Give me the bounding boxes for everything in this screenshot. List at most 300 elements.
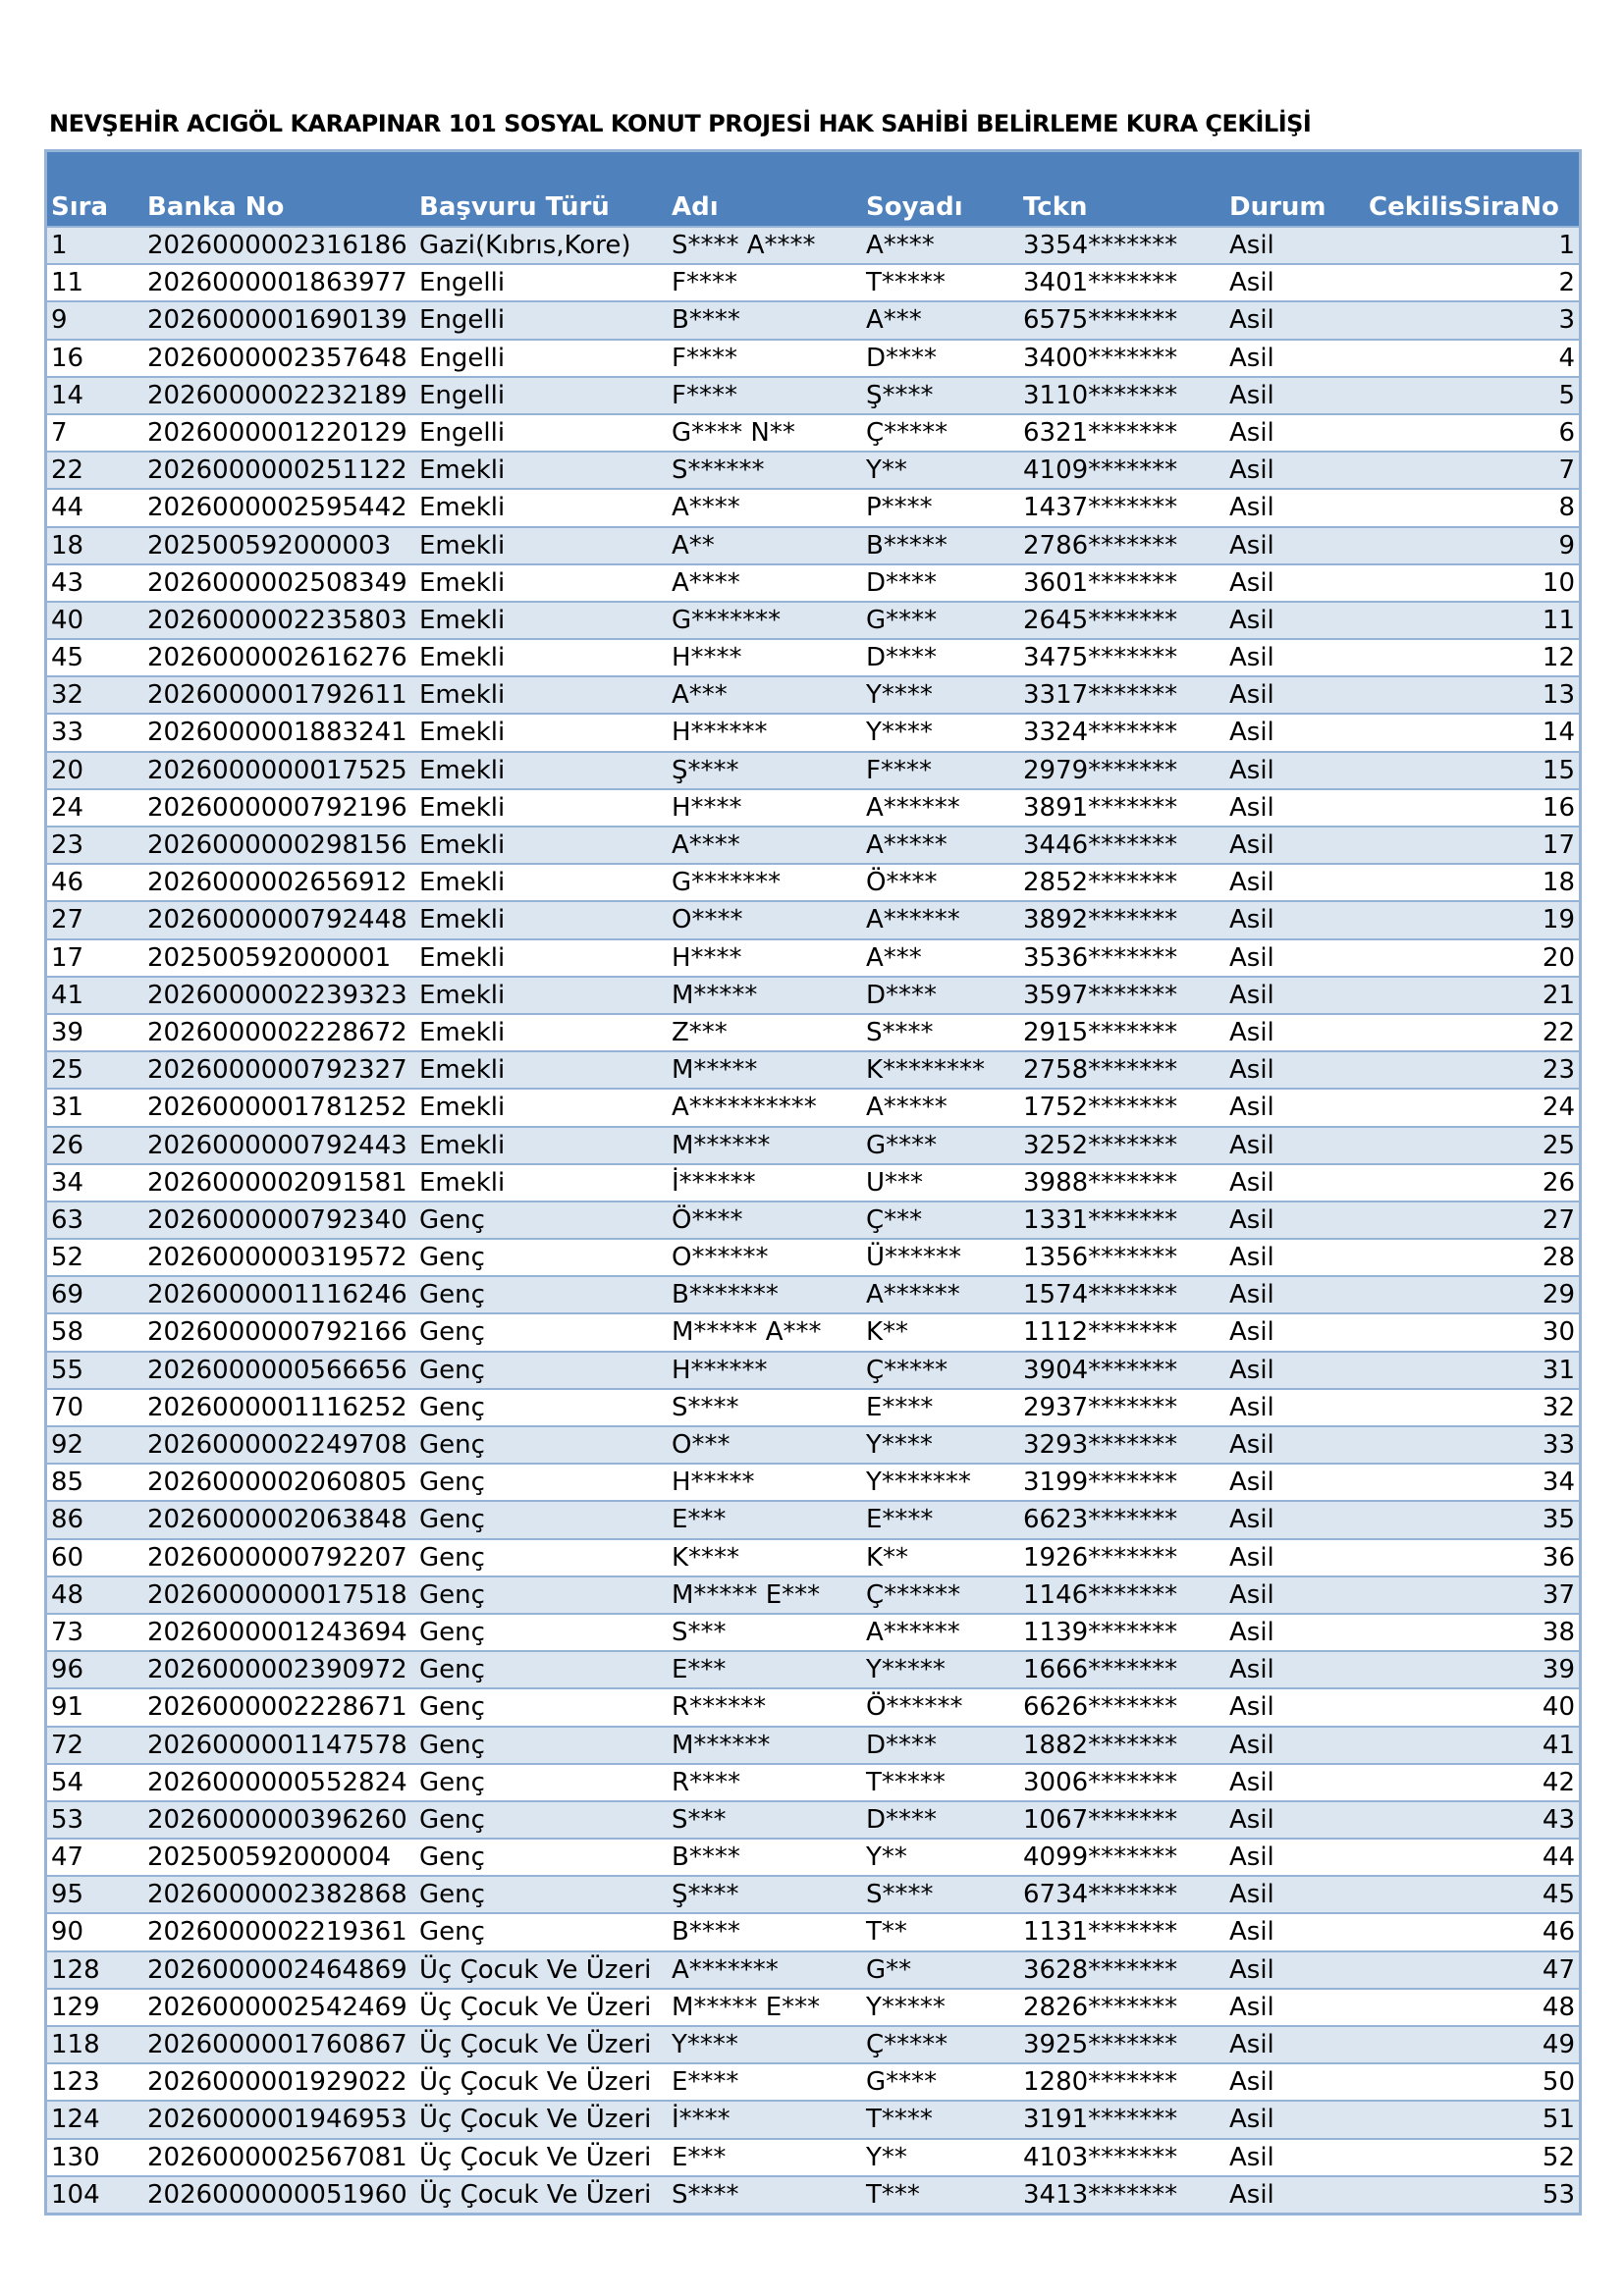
- cell-banka-no: 2026000000051960: [147, 2179, 407, 2210]
- cell-basvuru-turu: Engelli: [419, 343, 506, 373]
- cell-adi: B****: [672, 305, 740, 336]
- cell-tckn: 1280*******: [1023, 2067, 1178, 2098]
- cell-basvuru-turu: Üç Çocuk Ve Üzeri: [419, 1954, 652, 1985]
- cell-sira: 7: [51, 417, 68, 448]
- cell-durum: Asil: [1229, 305, 1274, 336]
- cell-cekilis-sira-no: 25: [1542, 1130, 1575, 1160]
- cell-soyadi: Y**: [866, 455, 907, 486]
- cell-tckn: 3110*******: [1023, 380, 1178, 410]
- cell-adi: Ş****: [672, 755, 739, 785]
- cell-durum: Asil: [1229, 905, 1274, 935]
- table-row: [47, 2175, 1579, 2213]
- cell-sira: 129: [51, 1992, 100, 2022]
- cell-adi: B*******: [672, 1280, 779, 1310]
- cell-cekilis-sira-no: 16: [1542, 792, 1575, 823]
- cell-durum: Asil: [1229, 1017, 1274, 1047]
- cell-adi: E***: [672, 1505, 727, 1535]
- cell-sira: 23: [51, 830, 84, 860]
- table-row: [47, 1312, 1579, 1350]
- cell-soyadi: D****: [866, 1730, 938, 1760]
- cell-soyadi: Y**: [866, 2142, 907, 2172]
- cell-adi: O****: [672, 905, 743, 935]
- cell-banka-no: 2026000002091581: [147, 1167, 407, 1198]
- cell-adi: E****: [672, 2067, 739, 2098]
- cell-soyadi: Y*****: [866, 1992, 946, 2022]
- cell-adi: H******: [672, 1355, 768, 1385]
- cell-soyadi: F****: [866, 755, 932, 785]
- cell-tckn: 3475*******: [1023, 643, 1178, 673]
- cell-durum: Asil: [1229, 1767, 1274, 1797]
- cell-basvuru-turu: Genç: [419, 1917, 485, 1948]
- cell-adi: A****: [672, 830, 740, 860]
- cell-sira: 40: [51, 605, 84, 635]
- cell-durum: Asil: [1229, 493, 1274, 523]
- cell-tckn: 1067*******: [1023, 1804, 1178, 1835]
- cell-basvuru-turu: Üç Çocuk Ve Üzeri: [419, 2030, 652, 2059]
- cell-sira: 1: [51, 231, 68, 260]
- cell-basvuru-turu: Üç Çocuk Ve Üzeri: [419, 2105, 652, 2135]
- cell-sira: 34: [51, 1167, 84, 1198]
- cell-adi: M******: [672, 1730, 771, 1760]
- cell-tckn: 1926*******: [1023, 1542, 1178, 1573]
- cell-tckn: 1146*******: [1023, 1579, 1178, 1610]
- cell-banka-no: 2026000001116252: [147, 1392, 407, 1422]
- cell-soyadi: Y**: [866, 1842, 907, 1873]
- cell-adi: G*******: [672, 605, 782, 635]
- cell-banka-no: 2026000000792448: [147, 905, 407, 935]
- cell-durum: Asil: [1229, 1167, 1274, 1198]
- cell-tckn: 1112*******: [1023, 1317, 1178, 1348]
- cell-cekilis-sira-no: 32: [1542, 1392, 1575, 1422]
- table-header: [47, 152, 1579, 226]
- cell-banka-no: 2026000000792340: [147, 1204, 407, 1235]
- cell-sira: 11: [51, 268, 84, 298]
- cell-banka-no: 2026000000396260: [147, 1804, 407, 1835]
- cell-sira: 43: [51, 567, 84, 598]
- cell-basvuru-turu: Üç Çocuk Ve Üzeri: [419, 2067, 652, 2098]
- cell-adi: R******: [672, 1692, 767, 1723]
- cell-banka-no: 2026000001883241: [147, 718, 407, 748]
- cell-soyadi: Ç*****: [866, 2030, 948, 2059]
- cell-sira: 104: [51, 2179, 100, 2210]
- cell-soyadi: A******: [866, 792, 960, 823]
- table-row: [47, 1425, 1579, 1463]
- cell-banka-no: 2026000001243694: [147, 1617, 407, 1647]
- cell-sira: 48: [51, 1579, 84, 1610]
- cell-banka-no: 2026000002239323: [147, 980, 407, 1010]
- table-row: [47, 1726, 1579, 1763]
- cell-cekilis-sira-no: 43: [1542, 1804, 1575, 1835]
- cell-soyadi: B*****: [866, 530, 947, 561]
- cell-cekilis-sira-no: 6: [1558, 417, 1575, 448]
- page-title: NEVŞEHİR ACIGÖL KARAPINAR 101 SOSYAL KONUT PROJESİ HAK SAHİBİ BELİRLEME KURA ÇEKİLİŞİ: [49, 110, 1312, 137]
- table-row: [47, 601, 1579, 638]
- cell-soyadi: A****: [866, 231, 935, 260]
- cell-banka-no: 2026000001116246: [147, 1280, 407, 1310]
- cell-soyadi: A*****: [866, 830, 947, 860]
- cell-sira: 47: [51, 1842, 84, 1873]
- cell-cekilis-sira-no: 33: [1542, 1430, 1575, 1460]
- table-row: [47, 900, 1579, 937]
- cell-banka-no: 2026000002656912: [147, 868, 407, 898]
- table-row: [47, 339, 1579, 376]
- cell-basvuru-turu: Genç: [419, 1692, 485, 1723]
- cell-banka-no: 202500592000001: [147, 942, 392, 973]
- cell-soyadi: S****: [866, 1880, 934, 1910]
- table-row: [47, 1500, 1579, 1537]
- cell-tckn: 3401*******: [1023, 268, 1178, 298]
- cell-sira: 90: [51, 1917, 84, 1948]
- cell-durum: Asil: [1229, 455, 1274, 486]
- cell-soyadi: T*****: [866, 268, 946, 298]
- cell-tckn: 3988*******: [1023, 1167, 1178, 1198]
- cell-soyadi: A******: [866, 1280, 960, 1310]
- cell-basvuru-turu: Emekli: [419, 680, 506, 711]
- cell-sira: 86: [51, 1505, 84, 1535]
- cell-basvuru-turu: Emekli: [419, 605, 506, 635]
- cell-durum: Asil: [1229, 1468, 1274, 1498]
- cell-tckn: 6626*******: [1023, 1692, 1178, 1723]
- cell-cekilis-sira-no: 35: [1542, 1505, 1575, 1535]
- cell-banka-no: 2026000001690139: [147, 305, 407, 336]
- cell-basvuru-turu: Emekli: [419, 980, 506, 1010]
- cell-sira: 63: [51, 1204, 84, 1235]
- cell-basvuru-turu: Üç Çocuk Ve Üzeri: [419, 1992, 652, 2022]
- cell-sira: 54: [51, 1767, 84, 1797]
- cell-adi: A****: [672, 567, 740, 598]
- cell-banka-no: 2026000002219361: [147, 1917, 407, 1948]
- cell-banka-no: 2026000002232189: [147, 380, 407, 410]
- cell-banka-no: 2026000002235803: [147, 605, 407, 635]
- cell-durum: Asil: [1229, 1243, 1274, 1273]
- cell-basvuru-turu: Genç: [419, 1617, 485, 1647]
- cell-durum: Asil: [1229, 1280, 1274, 1310]
- table-row: [47, 1050, 1579, 1088]
- cell-sira: 72: [51, 1730, 84, 1760]
- cell-soyadi: T***: [866, 2179, 920, 2210]
- cell-durum: Asil: [1229, 680, 1274, 711]
- cell-soyadi: G**: [866, 1954, 912, 1985]
- cell-soyadi: T**: [866, 1917, 907, 1948]
- cell-banka-no: 2026000000792443: [147, 1130, 407, 1160]
- cell-banka-no: 2026000000566656: [147, 1355, 407, 1385]
- cell-sira: 123: [51, 2067, 100, 2098]
- cell-basvuru-turu: Genç: [419, 1880, 485, 1910]
- cell-cekilis-sira-no: 44: [1542, 1842, 1575, 1873]
- cell-banka-no: 2026000000319572: [147, 1243, 407, 1273]
- header-durum: Durum: [1229, 192, 1326, 222]
- cell-cekilis-sira-no: 49: [1542, 2030, 1575, 2059]
- cell-soyadi: Y****: [866, 680, 933, 711]
- header-sira: Sıra: [51, 192, 109, 222]
- cell-durum: Asil: [1229, 1317, 1274, 1348]
- cell-sira: 25: [51, 1055, 84, 1086]
- cell-cekilis-sira-no: 15: [1542, 755, 1575, 785]
- cell-banka-no: 2026000002228672: [147, 1017, 407, 1047]
- cell-sira: 128: [51, 1954, 100, 1985]
- cell-sira: 41: [51, 980, 84, 1010]
- table-row: [47, 1388, 1579, 1425]
- cell-cekilis-sira-no: 39: [1542, 1655, 1575, 1685]
- cell-basvuru-turu: Genç: [419, 1542, 485, 1573]
- cell-cekilis-sira-no: 2: [1558, 268, 1575, 298]
- cell-basvuru-turu: Emekli: [419, 1130, 506, 1160]
- cell-adi: Y****: [672, 2030, 738, 2059]
- cell-soyadi: G****: [866, 1130, 938, 1160]
- cell-durum: Asil: [1229, 1655, 1274, 1685]
- cell-cekilis-sira-no: 5: [1558, 380, 1575, 410]
- cell-banka-no: 2026000002249708: [147, 1430, 407, 1460]
- table-row: [47, 2138, 1579, 2175]
- cell-tckn: 3413*******: [1023, 2179, 1178, 2210]
- cell-cekilis-sira-no: 28: [1542, 1243, 1575, 1273]
- table-row: [47, 2100, 1579, 2137]
- cell-sira: 9: [51, 305, 68, 336]
- cell-basvuru-turu: Emekli: [419, 905, 506, 935]
- cell-basvuru-turu: Emekli: [419, 1055, 506, 1086]
- cell-banka-no: 2026000001946953: [147, 2105, 407, 2135]
- cell-banka-no: 2026000002382868: [147, 1880, 407, 1910]
- cell-adi: Ş****: [672, 1880, 739, 1910]
- cell-adi: B****: [672, 1917, 740, 1948]
- cell-banka-no: 2026000000017525: [147, 755, 407, 785]
- cell-adi: H****: [672, 792, 742, 823]
- cell-basvuru-turu: Emekli: [419, 868, 506, 898]
- cell-basvuru-turu: Genç: [419, 1392, 485, 1422]
- cell-tckn: 2786*******: [1023, 530, 1178, 561]
- cell-tckn: 3354*******: [1023, 231, 1178, 260]
- cell-basvuru-turu: Emekli: [419, 493, 506, 523]
- cell-durum: Asil: [1229, 755, 1274, 785]
- cell-basvuru-turu: Emekli: [419, 755, 506, 785]
- cell-basvuru-turu: Üç Çocuk Ve Üzeri: [419, 2142, 652, 2172]
- table-row: [47, 1238, 1579, 1275]
- cell-soyadi: A******: [866, 1617, 960, 1647]
- results-table: [44, 149, 1582, 2216]
- cell-durum: Asil: [1229, 1093, 1274, 1123]
- cell-adi: Z***: [672, 1017, 728, 1047]
- cell-durum: Asil: [1229, 2030, 1274, 2059]
- cell-adi: S****: [672, 1392, 739, 1422]
- cell-basvuru-turu: Emekli: [419, 455, 506, 486]
- cell-durum: Asil: [1229, 718, 1274, 748]
- cell-cekilis-sira-no: 42: [1542, 1767, 1575, 1797]
- cell-sira: 20: [51, 755, 84, 785]
- cell-basvuru-turu: Emekli: [419, 643, 506, 673]
- cell-basvuru-turu: Emekli: [419, 530, 506, 561]
- cell-durum: Asil: [1229, 1804, 1274, 1835]
- cell-cekilis-sira-no: 53: [1542, 2179, 1575, 2210]
- cell-basvuru-turu: Emekli: [419, 1017, 506, 1047]
- table-row: [47, 1875, 1579, 1912]
- cell-cekilis-sira-no: 23: [1542, 1055, 1575, 1086]
- header-basvuru-turu: Başvuru Türü: [419, 192, 610, 222]
- cell-durum: Asil: [1229, 1055, 1274, 1086]
- table-row: [47, 1838, 1579, 1875]
- cell-sira: 16: [51, 343, 84, 373]
- cell-tckn: 1752*******: [1023, 1093, 1178, 1123]
- cell-sira: 46: [51, 868, 84, 898]
- cell-banka-no: 2026000002316186: [147, 231, 407, 260]
- cell-adi: S******: [672, 455, 765, 486]
- cell-soyadi: T*****: [866, 1767, 946, 1797]
- cell-soyadi: E****: [866, 1505, 934, 1535]
- table-row: [47, 1763, 1579, 1800]
- table-row: [47, 1912, 1579, 1949]
- cell-cekilis-sira-no: 51: [1542, 2105, 1575, 2135]
- cell-tckn: 3601*******: [1023, 567, 1178, 598]
- cell-soyadi: Ö******: [866, 1692, 963, 1723]
- cell-sira: 14: [51, 380, 84, 410]
- cell-soyadi: Ç*****: [866, 1355, 948, 1385]
- cell-soyadi: D****: [866, 1804, 938, 1835]
- cell-banka-no: 2026000001220129: [147, 417, 407, 448]
- table-row: [47, 451, 1579, 488]
- cell-tckn: 2645*******: [1023, 605, 1178, 635]
- cell-banka-no: 2026000000792196: [147, 792, 407, 823]
- cell-basvuru-turu: Emekli: [419, 942, 506, 973]
- cell-adi: M***** E***: [672, 1579, 821, 1610]
- cell-tckn: 3191*******: [1023, 2105, 1178, 2135]
- table-row: [47, 2025, 1579, 2062]
- cell-basvuru-turu: Emekli: [419, 830, 506, 860]
- cell-cekilis-sira-no: 24: [1542, 1093, 1575, 1123]
- cell-cekilis-sira-no: 13: [1542, 680, 1575, 711]
- cell-banka-no: 2026000002357648: [147, 343, 407, 373]
- cell-cekilis-sira-no: 8: [1558, 493, 1575, 523]
- table-row: [47, 1988, 1579, 2025]
- cell-durum: Asil: [1229, 980, 1274, 1010]
- cell-tckn: 3006*******: [1023, 1767, 1178, 1797]
- cell-cekilis-sira-no: 52: [1542, 2142, 1575, 2172]
- cell-cekilis-sira-no: 10: [1542, 567, 1575, 598]
- cell-banka-no: 2026000000792207: [147, 1542, 407, 1573]
- cell-cekilis-sira-no: 48: [1542, 1992, 1575, 2022]
- cell-adi: O******: [672, 1243, 769, 1273]
- table-row: [47, 1538, 1579, 1575]
- table-row: [47, 1650, 1579, 1687]
- cell-soyadi: D****: [866, 980, 938, 1010]
- cell-banka-no: 2026000001792611: [147, 680, 407, 711]
- cell-durum: Asil: [1229, 1730, 1274, 1760]
- cell-basvuru-turu: Emekli: [419, 792, 506, 823]
- cell-soyadi: T****: [866, 2105, 933, 2135]
- table-row: [47, 1351, 1579, 1388]
- cell-tckn: 3892*******: [1023, 905, 1178, 935]
- cell-durum: Asil: [1229, 942, 1274, 973]
- cell-cekilis-sira-no: 3: [1558, 305, 1575, 336]
- cell-cekilis-sira-no: 9: [1558, 530, 1575, 561]
- cell-sira: 17: [51, 942, 84, 973]
- cell-tckn: 2979*******: [1023, 755, 1178, 785]
- cell-sira: 39: [51, 1017, 84, 1047]
- cell-banka-no: 2026000000792327: [147, 1055, 407, 1086]
- cell-basvuru-turu: Üç Çocuk Ve Üzeri: [419, 2179, 652, 2210]
- cell-basvuru-turu: Genç: [419, 1767, 485, 1797]
- cell-cekilis-sira-no: 19: [1542, 905, 1575, 935]
- cell-tckn: 1437*******: [1023, 493, 1178, 523]
- cell-banka-no: 2026000002464869: [147, 1954, 407, 1985]
- cell-durum: Asil: [1229, 1505, 1274, 1535]
- cell-adi: B****: [672, 1842, 740, 1873]
- table-row: [47, 526, 1579, 563]
- cell-sira: 124: [51, 2105, 100, 2135]
- table-row: [47, 675, 1579, 713]
- table-row: [47, 563, 1579, 601]
- cell-basvuru-turu: Genç: [419, 1243, 485, 1273]
- cell-durum: Asil: [1229, 1392, 1274, 1422]
- cell-basvuru-turu: Genç: [419, 1842, 485, 1873]
- cell-durum: Asil: [1229, 231, 1274, 260]
- cell-cekilis-sira-no: 22: [1542, 1017, 1575, 1047]
- cell-sira: 22: [51, 455, 84, 486]
- cell-banka-no: 2026000001929022: [147, 2067, 407, 2098]
- cell-adi: S**** A****: [672, 231, 816, 260]
- table-row: [47, 1687, 1579, 1725]
- cell-sira: 52: [51, 1243, 84, 1273]
- cell-tckn: 2758*******: [1023, 1055, 1178, 1086]
- cell-basvuru-turu: Emekli: [419, 718, 506, 748]
- cell-cekilis-sira-no: 36: [1542, 1542, 1575, 1573]
- cell-basvuru-turu: Genç: [419, 1655, 485, 1685]
- cell-adi: M*****: [672, 980, 758, 1010]
- table-row: [47, 1463, 1579, 1500]
- cell-tckn: 3925*******: [1023, 2030, 1178, 2059]
- cell-tckn: 3400*******: [1023, 343, 1178, 373]
- cell-cekilis-sira-no: 41: [1542, 1730, 1575, 1760]
- cell-tckn: 2915*******: [1023, 1017, 1178, 1047]
- cell-adi: G**** N**: [672, 417, 795, 448]
- cell-soyadi: Ç******: [866, 1579, 961, 1610]
- cell-sira: 118: [51, 2030, 100, 2059]
- cell-sira: 45: [51, 643, 84, 673]
- cell-durum: Asil: [1229, 1954, 1274, 1985]
- table-row: [47, 488, 1579, 525]
- cell-soyadi: K********: [866, 1055, 986, 1086]
- cell-tckn: 3446*******: [1023, 830, 1178, 860]
- cell-durum: Asil: [1229, 1842, 1274, 1873]
- cell-basvuru-turu: Genç: [419, 1579, 485, 1610]
- cell-durum: Asil: [1229, 2105, 1274, 2135]
- cell-soyadi: D****: [866, 567, 938, 598]
- cell-cekilis-sira-no: 46: [1542, 1917, 1575, 1948]
- cell-soyadi: Ç***: [866, 1204, 923, 1235]
- cell-cekilis-sira-no: 40: [1542, 1692, 1575, 1723]
- cell-durum: Asil: [1229, 1579, 1274, 1610]
- table-row: [47, 1575, 1579, 1613]
- cell-cekilis-sira-no: 11: [1542, 605, 1575, 635]
- cell-durum: Asil: [1229, 343, 1274, 373]
- cell-tckn: 6321*******: [1023, 417, 1178, 448]
- cell-durum: Asil: [1229, 1692, 1274, 1723]
- table-row: [47, 1800, 1579, 1838]
- cell-basvuru-turu: Engelli: [419, 268, 506, 298]
- cell-sira: 130: [51, 2142, 100, 2172]
- cell-basvuru-turu: Genç: [419, 1204, 485, 1235]
- cell-soyadi: Ç*****: [866, 417, 948, 448]
- cell-cekilis-sira-no: 17: [1542, 830, 1575, 860]
- cell-basvuru-turu: Genç: [419, 1730, 485, 1760]
- cell-banka-no: 2026000002508349: [147, 567, 407, 598]
- cell-tckn: 1131*******: [1023, 1917, 1178, 1948]
- cell-banka-no: 202500592000004: [147, 1842, 392, 1873]
- cell-basvuru-turu: Genç: [419, 1804, 485, 1835]
- table-row: [47, 376, 1579, 413]
- cell-durum: Asil: [1229, 1992, 1274, 2022]
- cell-tckn: 3536*******: [1023, 942, 1178, 973]
- cell-soyadi: D****: [866, 343, 938, 373]
- cell-banka-no: 2026000002616276: [147, 643, 407, 673]
